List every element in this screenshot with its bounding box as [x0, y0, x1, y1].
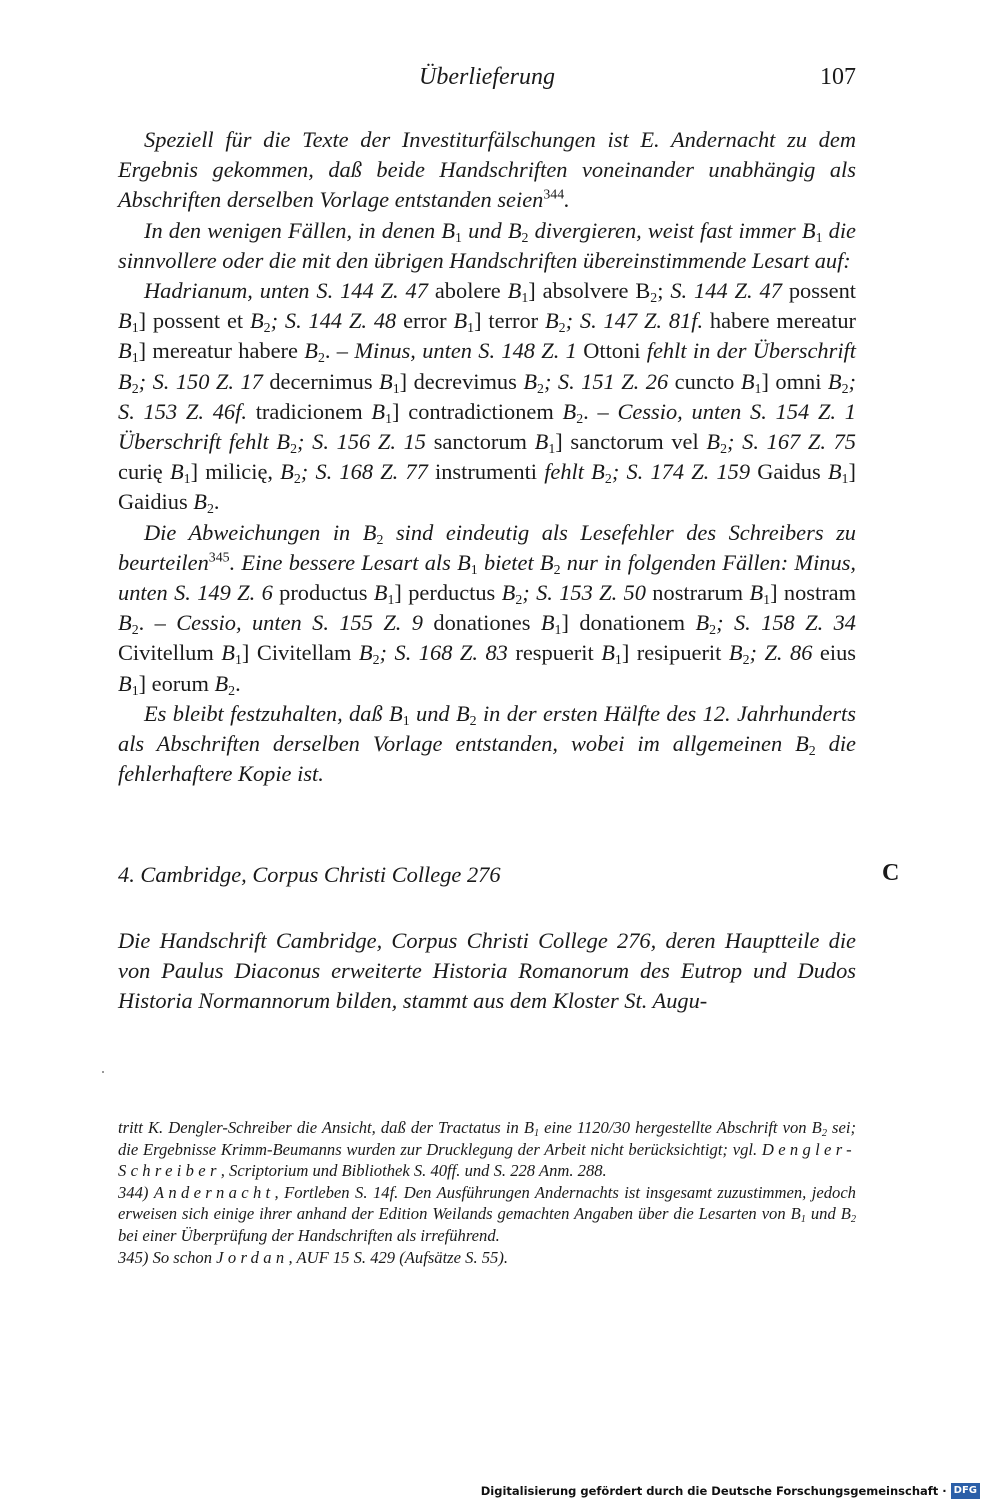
subscript: 2 — [604, 472, 612, 488]
text-run: B — [544, 308, 559, 334]
text-run: ] decrevimus — [399, 368, 524, 394]
text-run: ] Gaidius — [118, 459, 856, 515]
paragraph-variant-list-b2 — [118, 518, 856, 699]
subscript: 1 — [841, 472, 849, 488]
text-run: Cessio, unten S. 154 Z. 1 Überschrift fehlt B — [118, 398, 856, 455]
text-run: B — [358, 640, 373, 666]
separator-dot: · — [942, 1484, 947, 1498]
text-run: ] omni — [761, 368, 828, 394]
text-run: B — [118, 338, 132, 364]
subscript: 2 — [850, 1214, 857, 1226]
subscript: 1 — [455, 230, 462, 246]
text-run: ] mereatur habere — [138, 338, 305, 364]
text-run: ] Civitellam — [241, 640, 359, 666]
paragraph-variant-list-b1 — [118, 276, 856, 518]
text-run: divergieren, weist fast immer B — [528, 217, 816, 243]
subscript: 2 — [709, 623, 717, 639]
text-run: B — [304, 338, 318, 364]
text-run: Hadrianum, unten S. 144 Z. 47 — [144, 278, 428, 304]
spaced-author-name: Andernacht — [153, 1182, 275, 1202]
text-run: B — [379, 368, 393, 394]
spaced-author-name: Jordan — [216, 1247, 289, 1267]
credit-text: Digitalisierung gefördert durch die Deutsche Forschungsgemeinschaft — [480, 1484, 939, 1498]
subscript: 1 — [131, 683, 139, 699]
text-run: ] perductus — [394, 580, 502, 606]
text-run: . — [213, 489, 220, 515]
text-run: B — [280, 459, 294, 485]
text-run: B — [169, 459, 184, 485]
text-run: ] donationem — [561, 610, 696, 636]
text-run: 344) — [118, 1182, 154, 1202]
text-run: B — [523, 368, 537, 394]
text-run: Gaidus — [750, 459, 828, 485]
text-run: 345) So schon — [118, 1247, 217, 1267]
text-run: B — [214, 670, 229, 696]
text-run: ; S. 168 Z. 83 — [379, 640, 508, 666]
paragraph-conclusion — [118, 699, 856, 790]
text-run: ; S. 168 Z. 77 — [300, 459, 428, 485]
text-run: ] possent et — [138, 308, 250, 334]
subscript: 1 — [763, 592, 771, 608]
subscript: 2 — [469, 713, 477, 729]
spaced-author-name: Dengler-Schreiber — [118, 1139, 856, 1181]
section-heading: 4. Cambridge, Corpus Christi College 276 — [118, 862, 501, 887]
text-run: in der ersten Hälfte des 12. Jahrhunderts als Abschriften derselben Vorlage entstanden, wobei im allgemeinen B — [118, 700, 856, 757]
text-run: eine 1120/30 hergestellte Abschrift von B — [539, 1118, 822, 1137]
subscript: 1 — [800, 1214, 806, 1226]
subscript: 1 — [131, 321, 139, 337]
subscript: 1 — [467, 321, 475, 337]
text-run: . Eine bessere Lesart als B — [229, 549, 471, 575]
text-run: . – — [138, 610, 177, 636]
subscript: 2 — [293, 472, 301, 488]
page-number: 107 — [820, 64, 856, 90]
subscript: 2 — [537, 381, 544, 397]
subscript: 1 — [183, 472, 191, 488]
subscript: 2 — [808, 743, 816, 759]
text-run: bei einer Überprüfung der Handschriften als irreführend. — [118, 1225, 500, 1245]
paragraph-independence — [118, 125, 856, 216]
text-run: Minus, unten S. 148 Z. 1 — [354, 338, 577, 364]
subscript: 2 — [317, 351, 325, 367]
text-run: die sinnvollere oder die mit den übrigen Handschriften übereinstimmende Lesart auf: — [118, 217, 856, 273]
text-run: ] nostram — [770, 580, 857, 606]
text-run: B — [221, 640, 235, 666]
text-run: tradicionem — [246, 398, 372, 424]
subscript: 1 — [554, 623, 562, 639]
section-body — [118, 926, 856, 1017]
text-run: ; S. 174 Z. 159 — [611, 459, 751, 485]
text-run: habere mereatur — [703, 308, 856, 334]
text-run: ; S. 153 Z. 50 — [522, 580, 646, 606]
subscript: 2 — [650, 290, 658, 306]
text-run: eius — [812, 640, 856, 666]
text-run: und B — [409, 700, 470, 726]
text-run: ; S. 150 Z. 17 — [138, 368, 263, 394]
text-run: . – — [583, 398, 618, 424]
margin-mark — [102, 1071, 104, 1073]
text-run: B — [118, 308, 132, 334]
subscript: 1 — [470, 562, 478, 578]
subscript: 2 — [372, 653, 380, 669]
text-run: B — [706, 429, 721, 455]
text-run: B — [501, 580, 516, 606]
footnote-continuation — [118, 1117, 856, 1182]
text-run: fehlt in der Überschrift B — [118, 338, 857, 394]
subscript: 1 — [614, 653, 622, 669]
footnote-ref: 345 — [208, 550, 230, 566]
subscript: 2 — [228, 683, 236, 699]
text-run: B — [827, 459, 842, 485]
text-run: instrumenti — [427, 459, 545, 485]
subscript: 2 — [376, 532, 384, 548]
subscript: 1 — [754, 381, 762, 397]
text-run: ] terror — [474, 308, 545, 334]
text-run: ] absolvere B — [528, 278, 651, 304]
text-run: B — [453, 308, 468, 334]
text-run: ; S. 144 Z. 48 — [270, 308, 397, 334]
text-run: und B — [461, 217, 522, 243]
subscript: 1 — [521, 290, 529, 306]
subscript: 1 — [402, 713, 410, 729]
text-run: ; — [657, 278, 671, 304]
text-run: donationes — [422, 610, 541, 636]
text-run: B — [601, 640, 615, 666]
text-run: sanctorum — [426, 429, 535, 455]
text-run: Die Abweichungen in B — [144, 519, 377, 545]
text-run: ] contradictionem — [392, 398, 563, 424]
text-run: B — [534, 429, 549, 455]
text-run: S. 144 Z. 47 — [670, 278, 782, 304]
text-run: B — [562, 398, 577, 424]
text-run: error — [396, 308, 454, 334]
subscript: 1 — [815, 230, 823, 246]
text-run: ; S. 147 Z. 81f. — [565, 308, 704, 334]
text-run: B — [118, 610, 132, 636]
text-run: possent — [781, 278, 856, 304]
section-paragraph: Die Handschrift Cambridge, Corpus Christi College 276, deren Hauptteile die von Paulus Diaconus erweiterte Historia Romanorum des Eutrop und Dudos Historia Normannorum bilden, stammt aus dem Kloster St. Augu- — [118, 928, 856, 1014]
text-run: B — [827, 368, 842, 394]
subscript: 2 — [821, 1127, 827, 1139]
text-run: ; S. 156 Z. 15 — [297, 429, 427, 455]
text-run: B — [371, 398, 386, 424]
subscript: 1 — [387, 592, 395, 608]
text-run: B — [728, 640, 743, 666]
subscript: 2 — [558, 321, 566, 337]
text-run: ; S. 151 Z. 26 — [543, 368, 669, 394]
footnote-ref: 344 — [543, 187, 565, 203]
text-run: , AUF 15 S. 429 (Aufsätze S. 55). — [288, 1247, 509, 1267]
text-run: ] sanctorum vel — [555, 429, 707, 455]
subscript: 2 — [263, 321, 271, 337]
text-run: ] resipuerit — [621, 640, 729, 666]
text-run: Cessio, unten S. 155 Z. 9 — [176, 610, 423, 636]
text-run: ; S. 158 Z. 34 — [716, 610, 856, 636]
footnotes — [118, 1117, 856, 1268]
subscript: 1 — [131, 351, 139, 367]
text-run: Speziell für die Texte der Investiturfälschungen ist E. Andernacht zu dem Ergebnis gekommen, daß beide Handschriften voneinander unabhängig als Abschriften derselben Vorlage entstanden seien — [118, 127, 856, 213]
text-run: decernimus — [262, 368, 380, 394]
text-run: B — [373, 580, 388, 606]
text-run: ; Z. 86 — [749, 640, 813, 666]
subscript: 1 — [234, 653, 242, 669]
footnote-345 — [118, 1247, 856, 1269]
text-run: B — [249, 308, 264, 334]
subscript: 2 — [841, 381, 849, 397]
text-run: ] milicię, — [190, 459, 281, 485]
text-run: Civitellum — [118, 640, 222, 666]
text-run: B — [749, 580, 764, 606]
text-run: . – — [324, 338, 355, 364]
text-run: cuncto — [668, 368, 741, 394]
text-run: . — [564, 187, 570, 213]
text-run: Es bleibt festzuhalten, daß B — [144, 700, 403, 726]
text-run: und B — [805, 1204, 851, 1224]
running-title: Überlieferung — [419, 64, 555, 90]
footnote-344 — [118, 1182, 856, 1247]
text-run: Ottoni — [576, 338, 647, 364]
digitization-credit — [481, 1482, 980, 1500]
text-run: fehlt B — [544, 459, 605, 485]
subscript: 2 — [515, 592, 523, 608]
text-run: ; S. 167 Z. 75 — [727, 429, 857, 455]
subscript: 1 — [533, 1127, 540, 1139]
running-head — [118, 64, 856, 98]
text-run: abolere — [427, 278, 508, 304]
text-run: tritt K. Dengler-Schreiber die Ansicht, daß der Tractatus in B — [118, 1118, 534, 1137]
text-run: ; S. 153 Z. 46f. — [118, 368, 857, 424]
text-run: B — [507, 278, 522, 304]
subscript: 2 — [521, 230, 529, 246]
subscript: 2 — [131, 623, 139, 639]
text-run: , Fortleben S. 14f. Den Ausführungen Andernachts ist insgesamt zuzustimmen, jedoch erweisen sich einige ihrer anhand der Edition Weilands gemachten Angaben über die Lesarten von B — [118, 1182, 856, 1224]
text-run: . — [235, 670, 241, 696]
text-run: B — [695, 610, 710, 636]
body-text — [118, 125, 856, 789]
text-run: ] eorum — [138, 670, 215, 696]
text-run: respuerit — [507, 640, 602, 666]
text-run: nur in folgenden Fällen: Minus, unten S. 149 Z. 6 — [118, 549, 857, 606]
subscript: 2 — [290, 441, 298, 457]
subscript: 1 — [548, 441, 556, 457]
text-run: B — [740, 368, 755, 394]
text-run: , Scriptorium und Bibliothek S. 40ff. und S. 228 Anm. 288. — [220, 1161, 607, 1181]
section-siglum: C — [882, 860, 900, 886]
subscript: 2 — [553, 562, 561, 578]
text-run: curię — [118, 459, 170, 485]
text-run: sei; die Ergebnisse Krimm-Beumanns wurden zur Drucklegung der Arbeit nicht berücksichtigt; vgl. — [118, 1118, 856, 1159]
subscript: 2 — [742, 653, 750, 669]
text-run: B — [193, 489, 207, 515]
text-run: productus — [272, 580, 374, 606]
text-run: die fehlerhaftere Kopie ist. — [118, 731, 856, 787]
paragraph-divergences — [118, 216, 856, 276]
text-run: B — [540, 610, 555, 636]
dfg-logo: DFG — [951, 1483, 980, 1499]
subscript: 2 — [206, 502, 214, 518]
subscript: 1 — [392, 381, 400, 397]
subscript: 2 — [720, 441, 728, 457]
text-run: nostrarum — [645, 580, 750, 606]
text-run: sind eindeutig als Lesefehler des Schreibers zu beurteilen — [118, 519, 856, 575]
subscript: 2 — [576, 411, 584, 427]
text-run: In den wenigen Fällen, in denen B — [144, 217, 456, 243]
text-run: bietet B — [477, 549, 554, 575]
subscript: 1 — [385, 411, 393, 427]
text-run: B — [118, 670, 132, 696]
subscript: 2 — [131, 381, 139, 397]
